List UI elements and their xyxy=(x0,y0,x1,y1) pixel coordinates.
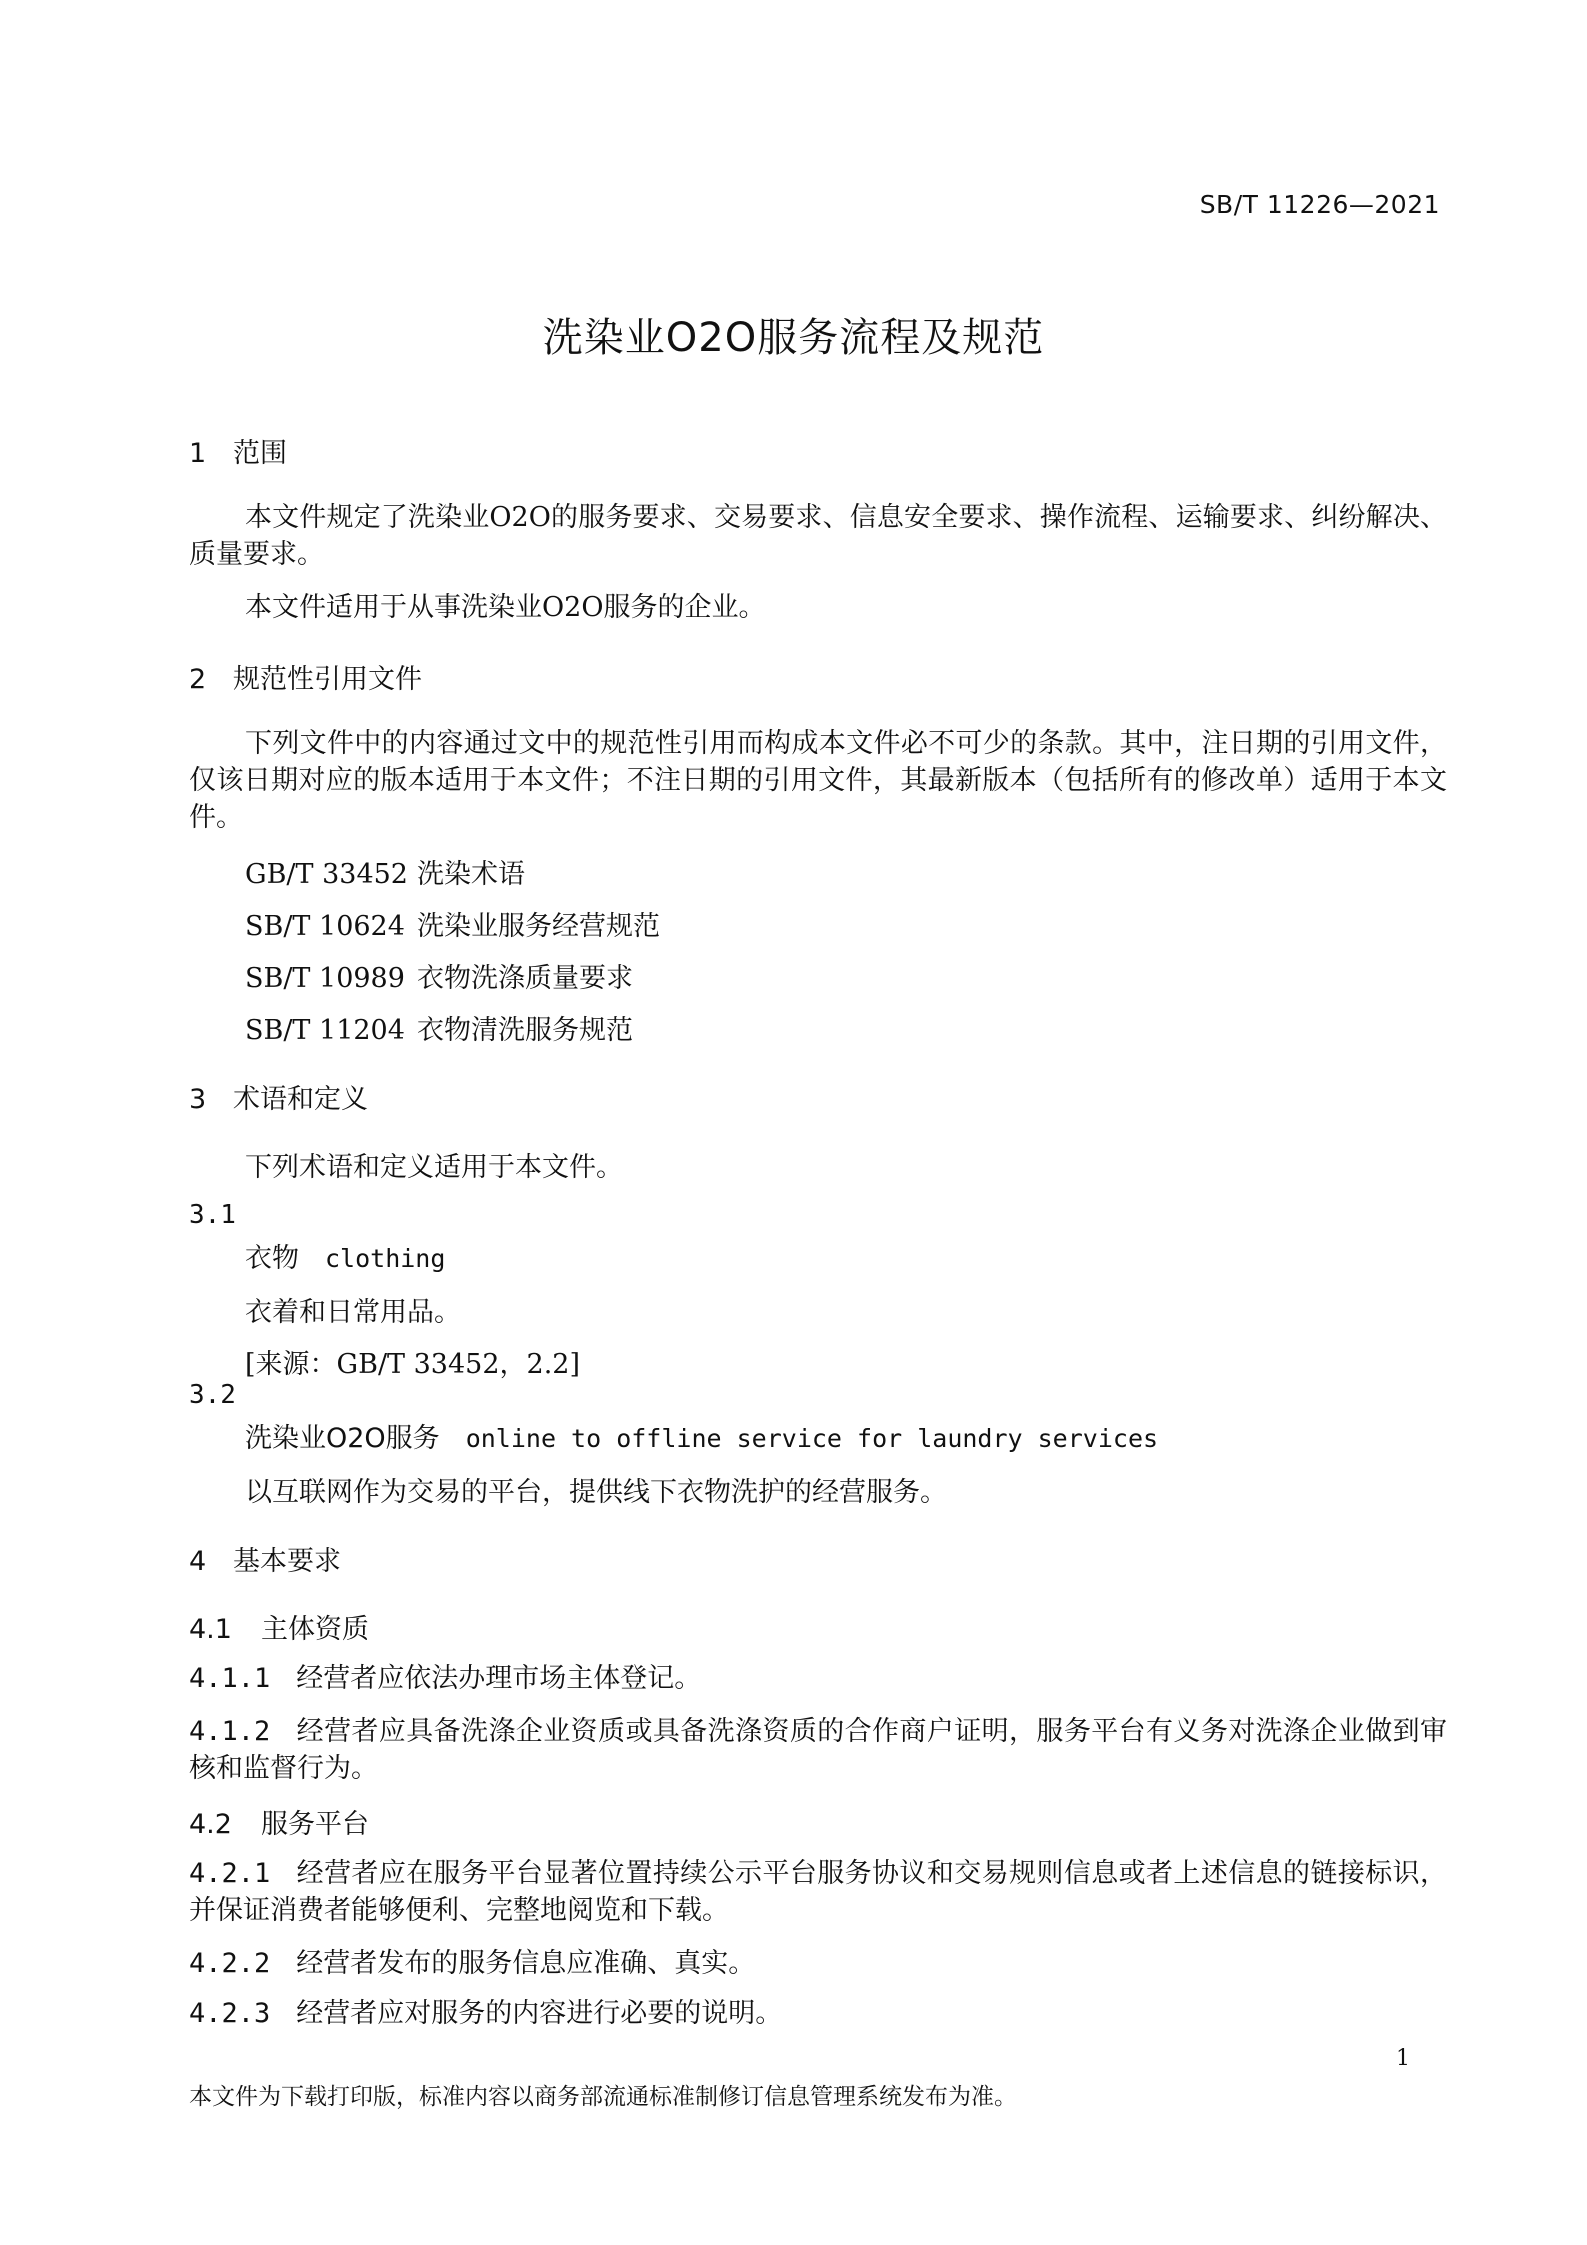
clause-item xyxy=(189,1945,1447,1982)
section-title: 基本要求 xyxy=(233,1546,341,1577)
section-1-heading xyxy=(189,431,287,470)
term-number: 3.1 xyxy=(189,1200,236,1230)
reference-code: SB/T 10624 xyxy=(245,911,405,942)
reference-name: 衣物清洗服务规范 xyxy=(417,1015,633,1046)
section-1-paragraph-2: 本文件适用于从事洗染业O2O服务的企业。 xyxy=(245,592,766,623)
term-name xyxy=(245,1416,1158,1455)
subsection-4-1-heading xyxy=(189,1607,369,1646)
clause-item xyxy=(189,1995,1447,2032)
section-1-paragraph-1: 本文件规定了洗染业O2O的服务要求、交易要求、信息安全要求、操作流程、运输要求、纠纷解决、质量要求。 xyxy=(189,502,1447,570)
subsection-4-2-heading xyxy=(189,1802,369,1841)
clause-text: 经营者应在服务平台显著位置持续公示平台服务协议和交易规则信息或者上述信息的链接标识，并保证消费者能够便利、完整地阅览和下载。 xyxy=(189,1858,1447,1926)
section-number: 4 xyxy=(189,1546,207,1577)
section-title: 范围 xyxy=(233,438,287,469)
term-definition: 衣着和日常用品。 xyxy=(245,1297,461,1328)
clause-number: 4.1.2 xyxy=(189,1716,271,1747)
term-name xyxy=(245,1236,445,1275)
reference-item xyxy=(245,852,525,891)
document-title: 洗染业O2O服务流程及规范 xyxy=(542,315,1045,361)
clause-item xyxy=(189,1660,1447,1697)
term-chinese: 洗染业O2O服务 xyxy=(245,1423,440,1454)
reference-item xyxy=(245,956,633,995)
clause-number: 4.2.2 xyxy=(189,1948,271,1979)
section-number: 1 xyxy=(189,438,207,469)
section-3-heading xyxy=(189,1077,368,1116)
section-3-paragraph-1: 下列术语和定义适用于本文件。 xyxy=(245,1152,623,1183)
section-2-paragraph-1: 下列文件中的内容通过文中的规范性引用而构成本文件必不可少的条款。其中，注日期的引用文件，仅该日期对应的版本适用于本文件；不注日期的引用文件，其最新版本（包括所有的修改单）适用于本文件。 xyxy=(189,728,1447,833)
subsection-number: 4.1 xyxy=(189,1614,232,1645)
section-title: 规范性引用文件 xyxy=(233,664,422,695)
clause-number: 4.2.1 xyxy=(189,1858,271,1889)
reference-item xyxy=(245,904,660,943)
term-english: clothing xyxy=(325,1244,446,1273)
section-number: 3 xyxy=(189,1084,207,1115)
section-title: 术语和定义 xyxy=(233,1084,368,1115)
page-number: 1 xyxy=(1396,2046,1410,2071)
clause-number: 4.2.3 xyxy=(189,1998,271,2029)
section-4-heading xyxy=(189,1539,341,1578)
subsection-number: 4.2 xyxy=(189,1809,232,1840)
clause-text: 经营者应依法办理市场主体登记。 xyxy=(296,1663,702,1694)
term-definition: 以互联网作为交易的平台，提供线下衣物洗护的经营服务。 xyxy=(245,1477,947,1508)
clause-number: 4.1.1 xyxy=(189,1663,271,1694)
footer-note: 本文件为下载打印版，标准内容以商务部流通标准制修订信息管理系统发布为准。 xyxy=(189,2084,1017,2110)
reference-name: 洗染术语 xyxy=(417,859,525,890)
document-code: SB/T 11226—2021 xyxy=(1199,190,1440,219)
reference-code: GB/T 33452 xyxy=(245,859,408,890)
clause-text: 经营者应对服务的内容进行必要的说明。 xyxy=(296,1998,783,2029)
reference-name: 衣物洗涤质量要求 xyxy=(417,963,633,994)
subsection-title: 主体资质 xyxy=(261,1614,369,1645)
subsection-title: 服务平台 xyxy=(261,1809,369,1840)
reference-code: SB/T 11204 xyxy=(245,1015,405,1046)
term-chinese: 衣物 xyxy=(245,1243,299,1274)
term-source: [来源：GB/T 33452，2.2] xyxy=(245,1349,580,1380)
term-english: online to offline service for laundry services xyxy=(465,1424,1159,1453)
clause-item xyxy=(189,1713,1447,1787)
clause-text: 经营者应具备洗涤企业资质或具备洗涤资质的合作商户证明，服务平台有义务对洗涤企业做到审核和监督行为。 xyxy=(189,1716,1447,1784)
reference-code: SB/T 10989 xyxy=(245,963,405,994)
reference-item xyxy=(245,1008,633,1047)
clause-item xyxy=(189,1855,1447,1929)
section-2-heading xyxy=(189,657,422,696)
section-number: 2 xyxy=(189,664,207,695)
clause-text: 经营者发布的服务信息应准确、真实。 xyxy=(296,1948,756,1979)
term-number: 3.2 xyxy=(189,1380,236,1410)
reference-name: 洗染业服务经营规范 xyxy=(417,911,660,942)
